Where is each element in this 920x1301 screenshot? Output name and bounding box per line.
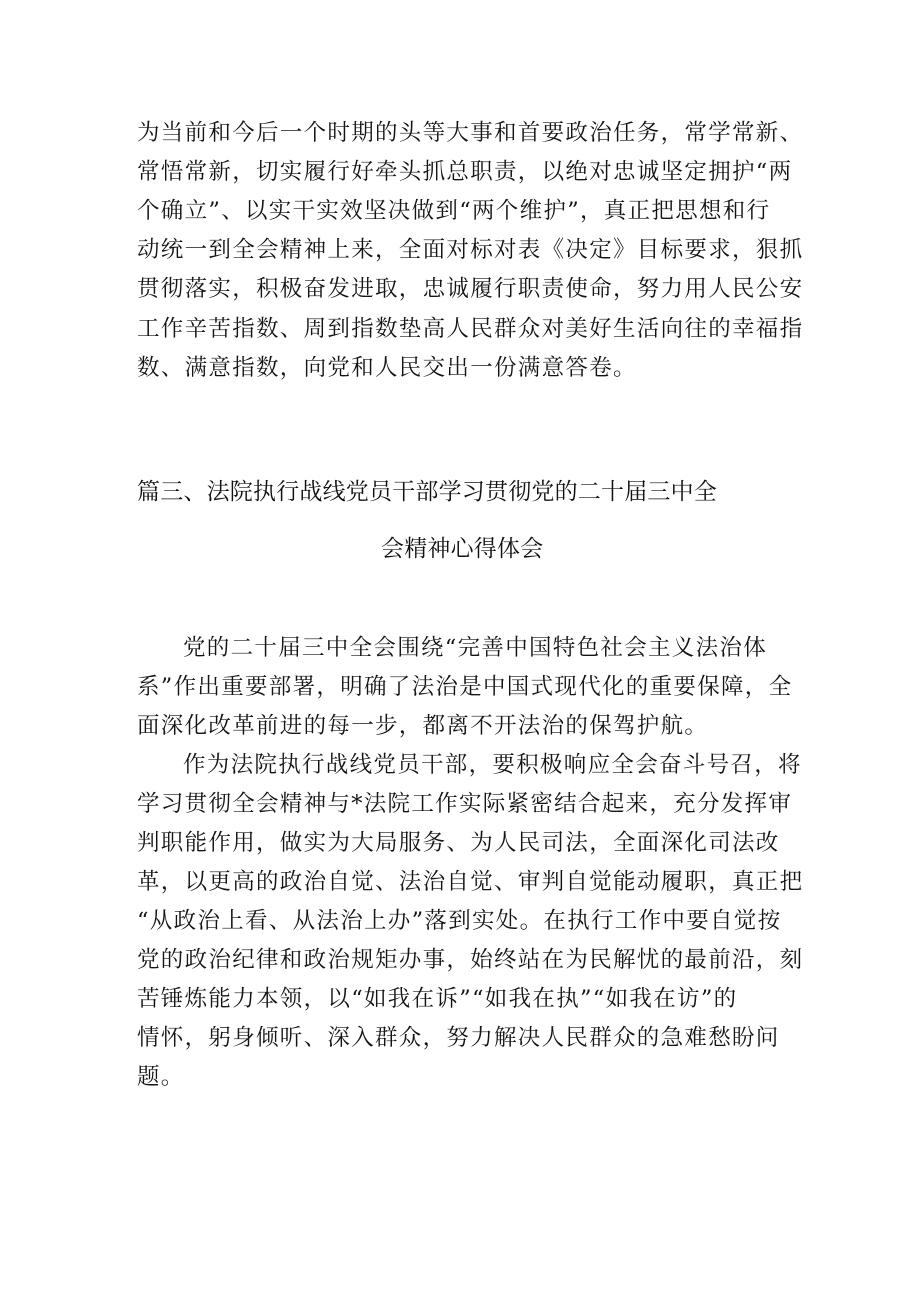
paragraph-2-line: 党的政治纪律和政治规矩办事，始终站在为民解忧的最前沿，刻 <box>137 947 804 973</box>
paragraph-2-line: 作为法院执行战线党员干部，要积极响应全会奋斗号召，将 <box>183 752 802 778</box>
intro-paragraph-line: 动统一到全会精神上来，全面对标对表《决定》目标要求，狠抓 <box>137 237 804 263</box>
intro-paragraph-line: 为当前和今后一个时期的头等大事和首要政治任务，常学常新、 <box>137 120 804 146</box>
intro-paragraph-line: 个确立”、以实干实效坚决做到“两个维护”，真正把思想和行 <box>137 198 771 224</box>
intro-paragraph-line: 工作辛苦指数、周到指数垫高人民群众对美好生活向往的幸福指 <box>137 316 804 342</box>
paragraph-1-line: 系”作出重要部署，明确了法治是中国式现代化的重要保障，全 <box>137 674 793 700</box>
paragraph-2-line: 情怀，躬身倾听、深入群众，努力解决人民群众的急难愁盼问 <box>137 1025 780 1051</box>
paragraph-1-line: 面深化改革前进的每一步，都离不开法治的保驾护航。 <box>137 713 709 739</box>
intro-paragraph-line: 常悟常新，切实履行好牵头抓总职责，以绝对忠诚坚定拥护“两 <box>137 159 793 185</box>
paragraph-2-line: 学习贯彻全会精神与*法院工作实际紧密结合起来，充分发挥审 <box>137 791 793 817</box>
section-title-line-1: 篇三、法院执行战线党员干部学习贯彻党的二十届三中全 <box>137 479 717 505</box>
paragraph-1-line: 党的二十届三中全会围绕“完善中国特色社会主义法治体 <box>183 635 768 661</box>
paragraph-2-line: 判职能作用，做实为大局服务、为人民司法，全面深化司法改 <box>137 830 780 856</box>
paragraph-2-line: 苦锤炼能力本领，以“如我在诉”“如我在执”“如我在访”的 <box>137 986 738 1012</box>
paragraph-2-line: 革，以更高的政治自觉、法治自觉、审判自觉能动履职，真正把 <box>137 869 804 895</box>
paragraph-2-line: 题。 <box>137 1064 185 1090</box>
intro-paragraph-line: 数、满意指数，向党和人民交出一份满意答卷。 <box>137 355 637 381</box>
intro-paragraph-line: 贯彻落实，积极奋发进取，忠诚履行职责使命，努力用人民公安 <box>137 276 804 302</box>
section-title-line-2: 会精神心得体会 <box>381 536 544 562</box>
paragraph-2-line: “从政治上看、从法治上办”落到实处。在执行工作中要自觉按 <box>137 908 782 934</box>
